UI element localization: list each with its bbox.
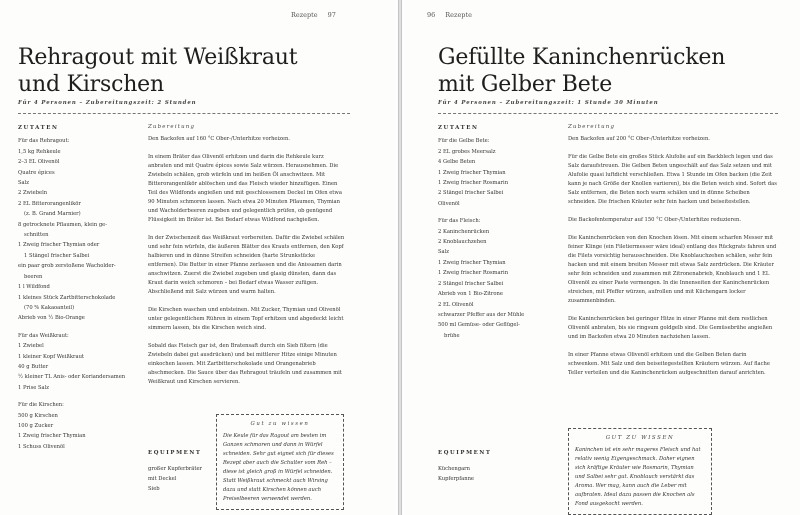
preparation-heading: Zubereitung — [568, 124, 616, 130]
ingredient-item: Olivenöl — [438, 200, 460, 207]
ingredient-item: Quatre épices — [18, 169, 55, 176]
tip-text: Kaninchen ist ein sehr mageres Fleisch und hat relativ wenig Eigengeschmack. Daher eignen sich kräftige Kräuter wie Rosmarin, Thymian und Salbei sehr gut. Knoblauch verstärkt das Aroma. Wer mag, kann auch die Leber mit aufbraten. Ideal dazu passen die Knochen als Fond ausgekocht werden. — [575, 447, 701, 507]
ingredient-item: Für die Kirschen: — [18, 402, 64, 409]
ingredient-item: 1 kleiner Kopf Weißkraut — [18, 353, 85, 360]
preparation-paragraph: In der Zwischenzeit das Weißkraut vorbereiten. Dafür die Zwiebel schälen und sehr fein würfeln, die äußeren Blätter des Krauts entfernen, den Kopf halbieren und in dünne Streifen schneiden (harte Strunkstücke entfernen). Die Butter in einer Pfanne zerlassen und die Anissamen darin anschwitzen. Zuerst die Zwiebel zugeben und glasig dünsten, dann das Kraut darin weich schmoren – bei Bedarf etwas Wasser zufügen. Abschließend mit Salz würzen und warm halten. — [148, 235, 345, 295]
ingredient-item: beeren — [24, 273, 43, 280]
recipe-meta: Für 4 Personen – Zubereitungszeit: 1 Stunde 30 Minuten — [438, 100, 659, 106]
ingredient-item: ½ kleiner TL Anis- oder Koriandersamen — [18, 374, 126, 381]
ingredient-item: brühe — [444, 332, 460, 339]
recipe-title: Rehragout mit Weißkraut und Kirschen — [18, 45, 298, 97]
ingredient-item: (70 % Kakaoanteil) — [24, 304, 75, 311]
ingredient-item: 40 g Butter — [18, 363, 49, 370]
equipment-item: Küchengarn — [438, 466, 470, 472]
preparation-paragraph: Den Backofen auf 160 °C Ober-/Unterhitze vorheizen. — [148, 136, 290, 142]
ingredient-item: schnitten — [24, 232, 49, 239]
tip-text: Die Keule für das Ragout am besten im Ganzen schmoren und dann in Würfel schneiden. Sehr gut eignet sich für dieses Rezept aber auch die Schulter vom Reh – diese ist gleich groß in Würfel schneiden. Statt Weißkraut schmeckt auch Wirsing dazu und statt Kirschen können auch Preiselbeeren verwendet werden. — [223, 433, 334, 502]
divider — [438, 113, 778, 114]
divider — [18, 113, 350, 114]
ingredient-item: Abrieb von 1 Bio-Zitrone — [438, 291, 503, 298]
ingredient-item: 2 Stängel frischer Salbei — [438, 280, 504, 287]
tip-heading: Gut zu wissen — [250, 421, 310, 427]
ingredient-item: 2 Kaninchenrücken — [438, 228, 490, 235]
equipment-item: Kupferpfanne — [438, 476, 474, 482]
recipe-title: Gefüllte Kaninchenrücken mit Gelber Bete — [438, 45, 726, 97]
preparation-paragraph: Die Kaninchenrücken von den Knochen lösen. Mit einem scharfen Messer mit feiner Klinge (ein Filetiermesser wäre ideal) entlang des Rückgrats fahren und die Filets vorsichtig herausschneiden. Die Knoblauchzehen schälen, sehr fein hacken und mit einem breiten Messer mit etwas Salz zerdrücken. Die Kräuter sehr fein schneiden und zusammen mit Zitronenabrieb, Knoblauch und 1 EL Olivenöl zu einer Paste vermengen. In die Innenseiten der Kaninchenrücken streichen, mit Pfeffer würzen, aufrollen und mit Küchengarn locker zusammenbinden. — [568, 235, 777, 304]
ingredient-item: 2 Knoblauchzehen — [438, 239, 487, 246]
ingredient-item: 8 getrocknete Pflaumen, klein ge- — [18, 221, 107, 228]
ingredient-item: 2–3 EL Olivenöl — [18, 159, 60, 166]
equipment-item: großer Kupferbräter — [148, 466, 203, 472]
preparation-paragraph: Für die Gelbe Bete ein großes Stück Alufolie auf ein Backblech legen und das Salz daraufstreuen. Die Gelben Beten ungeschält auf das Salz setzen und mit Alufolie quasi luftdicht verschließen. Etwa 1 Stunde im Ofen backen (die Zeit kann je nach Größe der Knollen variieren), bis die Beten weich sind. Sofort das Salz entfernen, die Beten noch warm schälen und in dünne Scheiben schneiden. Die frischen Kräuter sehr fein hacken und beiseitestellen. — [568, 154, 777, 205]
preparation-heading: Zubereitung — [148, 124, 196, 130]
equipment-list — [148, 448, 214, 494]
ingredient-item: Für das Rehragout: — [18, 138, 70, 145]
ingredient-item: Abrieb von ½ Bio-Orange — [18, 315, 85, 322]
preparation-paragraph: In einem Bräter das Olivenöl erhitzen und darin die Rehkeule kurz anbraten und mit Quatre épices sowie Salz würzen. Herausnehmen. Die Zwiebeln schälen, grob würfeln und im heißen Öl anschwitzen. Mit Bitterorangenlikör ablöschen und das Fleisch wieder hinzufügen. Einen Teil des Wildfonds angießen und mit geschlossenem Deckel im Ofen etwa 90 Minuten schmoren lassen. Nach etwa 20 Minuten Pflaumen, Thymian und Wacholderbeeren zugeben und gelegentlich prüfen, ob genügend Flüssigkeit im Bräter ist. Bei Bedarf etwas Wildfond nachgießen. — [148, 154, 342, 223]
ingredient-item: 1 l Wildfond — [18, 284, 50, 291]
ingredient-item: 1 Zweig frischer Thymian — [438, 169, 506, 176]
ingredient-spacer — [18, 324, 138, 331]
tip-box — [216, 414, 344, 510]
preparation-paragraph: Sobald das Fleisch gar ist, den Bratensaft durch ein Sieb filtern (die Zwiebeln dabei gut ausdrücken) und bei mittlerer Hitze einige Minuten einkochen lassen. Mit Zartbitterschokolade und Orangenabrieb abschmecken. Die Sauce über das Rehragout träufeln und zusammen mit Weißkraut und Kirschen servieren. — [148, 343, 342, 385]
ingredient-item: 1 Zweig frischer Thymian oder — [18, 242, 100, 249]
ingredient-item: 2 Zwiebeln — [18, 190, 48, 197]
ingredient-item: 500 ml Gemüse- oder Geflügel- — [438, 322, 520, 329]
ingredient-item: 1 Schuss Olivenöl — [18, 443, 65, 450]
ingredients-list — [18, 123, 138, 452]
ingredient-item: 1 Zweig frischer Rosmarin — [438, 180, 509, 187]
ingredients-list — [438, 123, 558, 341]
ingredient-spacer — [438, 209, 558, 216]
left-page — [0, 0, 398, 515]
equipment-item: mit Deckel — [148, 476, 177, 482]
tip-heading: GUT ZU WISSEN — [605, 435, 675, 441]
ingredient-item: 1 Zweig frischer Rosmarin — [438, 270, 509, 277]
ingredient-item: ein paar grob zerstoßene Wacholder- — [18, 263, 116, 270]
equipment-heading: EQUIPMENT — [148, 450, 202, 456]
ingredient-item: Salz — [18, 180, 30, 187]
tip-box — [568, 428, 712, 515]
ingredient-item: 2 EL Olivenöl — [438, 301, 474, 308]
running-head — [422, 11, 477, 19]
ingredient-item: 2 EL Bitterorangenlikör — [18, 200, 81, 207]
preparation-paragraph: In einer Pfanne etwas Olivenöl erhitzen und die Gelben Beten darin schwenken. Mit Salz und den beiseitegestellten Kräutern würzen. Auf flache Teller verteilen und die Kaninchenrücken aufgeschnitten darauf anrichten. — [568, 352, 770, 376]
ingredient-item: 500 g Kirschen — [18, 412, 58, 419]
right-page — [402, 0, 800, 515]
equipment-list — [438, 448, 548, 484]
preparation-paragraph: Die Kaninchenrücken bei geringer Hitze in einer Pfanne mit dem restlichen Olivenöl anbraten, bis sie ringsum goldgelb sind. Die Gemüsebrühe angießen und im Backofen etwa 20 Minuten nachziehen lassen. — [568, 316, 773, 340]
ingredient-item: Salz — [438, 249, 450, 256]
equipment-item: Sieb — [148, 486, 160, 492]
preparation-paragraph: Den Backofen auf 200 °C Ober-/Unterhitze vorheizen. — [568, 136, 710, 142]
ingredient-item: 1,5 kg Rehkeule — [18, 148, 61, 155]
ingredient-item: 2 EL grobes Meersalz — [438, 148, 496, 155]
ingredient-item: 4 Gelbe Beten — [438, 159, 476, 166]
running-head — [286, 11, 341, 19]
recipe-meta: Für 4 Personen – Zubereitungszeit: 2 Stunden — [18, 100, 197, 106]
running-head-section: Rezepte — [291, 11, 318, 19]
ingredient-item: Für das Weißkraut: — [18, 332, 69, 339]
ingredient-item: (z. B. Grand Marnier) — [24, 211, 81, 218]
ingredient-spacer — [18, 393, 138, 400]
ingredient-item: 1 Stängel frischer Salbei — [24, 252, 90, 259]
ingredient-item: schwarzer Pfeffer aus der Mühle — [438, 311, 525, 318]
ingredient-item: 1 kleines Stück Zartbitterschokolade — [18, 294, 116, 301]
preparation — [568, 123, 778, 387]
preparation-paragraph: Die Kirschen waschen und entsteinen. Mit Zucker, Thymian und Olivenöl unter gelegentlichem Rühren in einem Topf erhitzen und abgedeckt leicht simmern lassen, bis die Kirschen weich sind. — [148, 307, 344, 331]
ingredient-item: 1 Zweig frischer Thymian — [438, 259, 506, 266]
preparation — [148, 123, 346, 396]
ingredients-heading: ZUTATEN — [18, 125, 59, 131]
ingredient-item: Für die Gelbe Bete: — [438, 138, 490, 145]
ingredient-item: Für das Fleisch: — [438, 218, 481, 225]
ingredient-item: 1 Zwiebel — [18, 343, 44, 350]
ingredient-item: 100 g Zucker — [18, 422, 54, 429]
ingredient-item: 2 Stängel frischer Salbei — [438, 190, 504, 197]
page-number: 96 — [427, 11, 436, 19]
preparation-paragraph: Die Backofentemperatur auf 150 °C Ober-/Unterhitze reduzieren. — [568, 217, 742, 223]
equipment-heading: EQUIPMENT — [438, 450, 492, 456]
ingredient-item: 1 Prise Salz — [18, 384, 49, 391]
ingredients-heading: ZUTATEN — [438, 125, 479, 131]
page-number: 97 — [327, 11, 336, 19]
ingredient-item: 1 Zweig frischer Thymian — [18, 433, 86, 440]
running-head-section: Rezepte — [445, 11, 472, 19]
